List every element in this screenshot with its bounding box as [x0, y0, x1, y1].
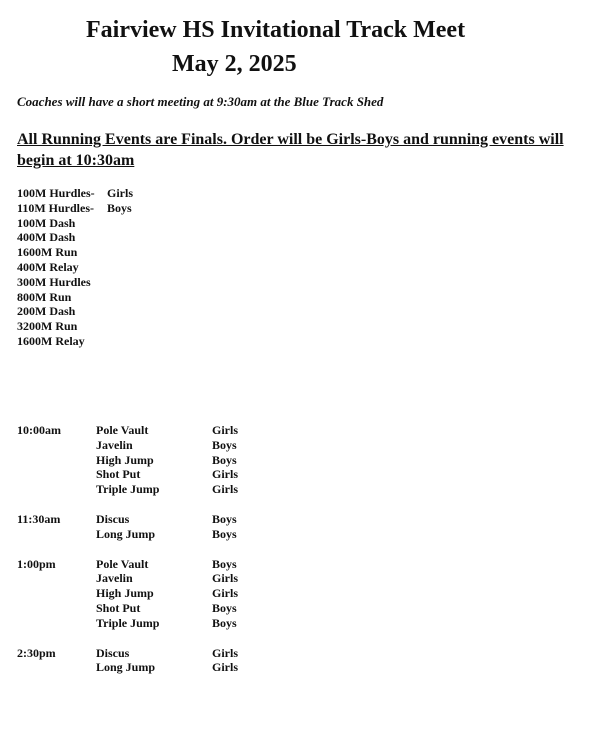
field-event-gender: Boys — [212, 556, 237, 571]
slot-time: 2:30pm — [17, 645, 56, 660]
running-event-item — [17, 334, 133, 349]
running-event-name: 100M Hurdles- — [17, 186, 95, 200]
field-event-gender: Boys — [212, 615, 237, 630]
schedule-row — [17, 438, 272, 453]
schedule-row — [17, 616, 272, 631]
running-event-item — [17, 275, 133, 290]
schedule-row — [17, 482, 272, 497]
field-event-name: Javelin — [96, 571, 133, 586]
running-event-item — [17, 245, 133, 260]
field-event-name: Pole Vault — [96, 556, 149, 571]
field-event-gender: Boys — [212, 452, 237, 467]
running-event-name: 400M Dash — [17, 230, 76, 245]
field-event-gender: Girls — [212, 660, 238, 675]
slot-time: 1:00pm — [17, 556, 56, 571]
schedule-row — [17, 601, 272, 616]
running-event-item — [17, 304, 133, 319]
field-event-name: High Jump — [96, 452, 154, 467]
schedule-row — [17, 660, 272, 675]
schedule-row — [17, 527, 272, 542]
schedule-slot — [17, 423, 272, 497]
field-event-name: Discus — [96, 645, 130, 660]
running-events-list — [17, 186, 133, 349]
field-events-schedule — [17, 423, 272, 690]
running-event-detail: Boys — [107, 200, 132, 215]
running-event-detail: Girls — [107, 186, 133, 200]
field-event-gender: Girls — [212, 645, 238, 660]
running-event-item — [17, 216, 133, 231]
page-title: Fairview HS Invitational Track Meet — [86, 17, 466, 43]
running-event-name: 400M Relay — [17, 259, 79, 274]
running-event-name: 800M Run — [17, 289, 72, 304]
schedule-row — [17, 512, 272, 527]
running-event-item — [17, 319, 133, 334]
field-event-gender: Boys — [212, 437, 237, 452]
running-event-name: 3200M Run — [17, 319, 78, 334]
schedule-slot — [17, 512, 272, 542]
running-event-name: 1600M Run — [17, 245, 78, 260]
slot-time: 10:00am — [17, 423, 61, 437]
running-event-name: 300M Hurdles — [17, 274, 91, 289]
running-event-item — [17, 230, 133, 245]
field-event-name: Discus — [96, 511, 130, 526]
running-event-item — [17, 290, 133, 305]
field-event-gender: Boys — [212, 511, 237, 526]
field-event-name: Javelin — [96, 437, 133, 452]
field-event-gender: Boys — [212, 600, 237, 615]
field-event-name: Long Jump — [96, 660, 156, 675]
running-event-item — [17, 186, 133, 201]
field-event-gender: Boys — [212, 526, 237, 541]
schedule-row — [17, 557, 272, 572]
field-event-gender: Girls — [212, 423, 238, 437]
schedule-row — [17, 423, 272, 438]
schedule-slot — [17, 646, 272, 676]
running-events-announcement: All Running Events are Finals. Order will be Girls-Boys and running events will begin at 10:30am — [17, 131, 564, 169]
field-event-gender: Girls — [212, 571, 238, 586]
field-event-name: Triple Jump — [96, 615, 160, 630]
running-event-name: 200M Dash — [17, 304, 76, 319]
field-event-name: Long Jump — [96, 526, 156, 541]
running-event-name: 100M Dash — [17, 215, 76, 230]
field-event-gender: Girls — [212, 467, 238, 482]
schedule-row — [17, 646, 272, 661]
field-event-name: Shot Put — [96, 467, 141, 482]
field-event-gender: Girls — [212, 586, 238, 601]
field-event-gender: Girls — [212, 482, 238, 497]
schedule-row — [17, 586, 272, 601]
schedule-row — [17, 571, 272, 586]
field-event-name: High Jump — [96, 586, 154, 601]
schedule-slot — [17, 557, 272, 631]
running-event-name: 1600M Relay — [17, 333, 85, 348]
meet-date: May 2, 2025 — [172, 51, 297, 77]
coaches-meeting-note: Coaches will have a short meeting at 9:30am at the Blue Track Shed — [17, 94, 384, 109]
slot-time: 11:30am — [17, 511, 61, 526]
schedule-row — [17, 467, 272, 482]
running-event-item — [17, 260, 133, 275]
field-event-name: Shot Put — [96, 600, 141, 615]
field-event-name: Pole Vault — [96, 423, 149, 437]
running-event-item — [17, 201, 133, 216]
schedule-row — [17, 453, 272, 468]
running-event-name: 110M Hurdles- — [17, 200, 94, 215]
field-event-name: Triple Jump — [96, 482, 160, 497]
